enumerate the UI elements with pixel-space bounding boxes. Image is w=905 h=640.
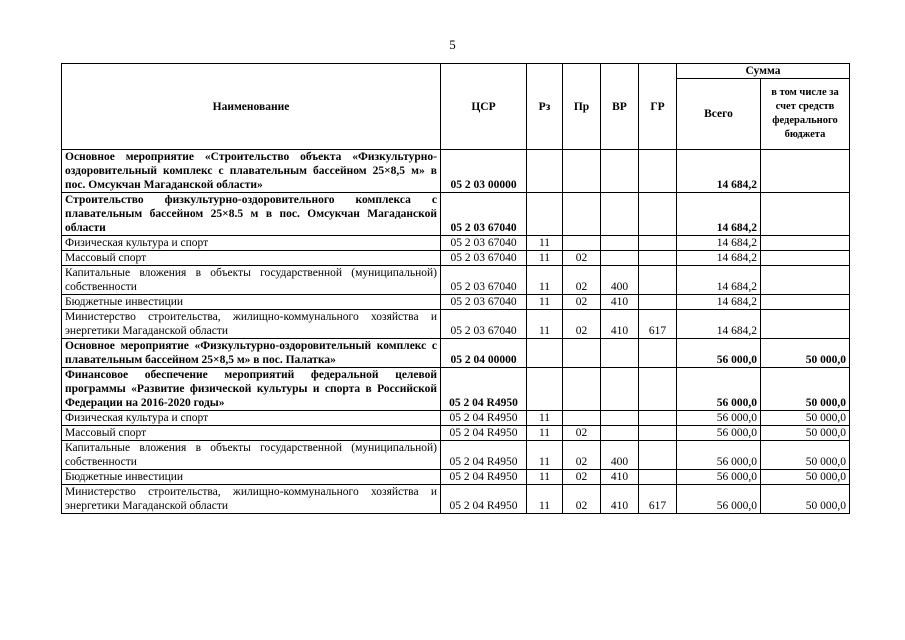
row-federal bbox=[761, 295, 850, 310]
row-name: Основное мероприятие «Строительство объекта «Физкультурно-оздоровительный комплекс с плавательным бассейном 25×8,5 м» в пос. Омсукчан Магаданской области» bbox=[62, 150, 441, 193]
row-total: 56 000,0 bbox=[677, 485, 761, 514]
row-name: Бюджетные инвестиции bbox=[62, 470, 441, 485]
row-csr: 05 2 04 R4950 bbox=[441, 470, 527, 485]
row-pr bbox=[563, 339, 601, 368]
row-gr bbox=[639, 441, 677, 470]
row-csr: 05 2 03 67040 bbox=[441, 193, 527, 236]
budget-table bbox=[61, 63, 850, 514]
row-vr: 400 bbox=[601, 441, 639, 470]
table-row bbox=[62, 426, 850, 441]
row-vr bbox=[601, 339, 639, 368]
row-rz: 11 bbox=[527, 251, 563, 266]
row-total: 14 684,2 bbox=[677, 266, 761, 295]
row-total: 14 684,2 bbox=[677, 236, 761, 251]
row-gr bbox=[639, 368, 677, 411]
row-name: Финансовое обеспечение мероприятий федеральной целевой программы «Развитие физической культуры и спорта в Российской Федерации на 2016-2020 годы» bbox=[62, 368, 441, 411]
row-rz: 11 bbox=[527, 470, 563, 485]
row-csr: 05 2 03 67040 bbox=[441, 310, 527, 339]
row-total: 14 684,2 bbox=[677, 150, 761, 193]
row-vr bbox=[601, 411, 639, 426]
row-total: 56 000,0 bbox=[677, 470, 761, 485]
row-name: Физическая культура и спорт bbox=[62, 411, 441, 426]
row-csr: 05 2 04 R4950 bbox=[441, 441, 527, 470]
row-gr bbox=[639, 236, 677, 251]
header-rz: Рз bbox=[527, 64, 563, 150]
row-pr: 02 bbox=[563, 441, 601, 470]
row-pr bbox=[563, 150, 601, 193]
row-gr bbox=[639, 426, 677, 441]
page-number: 5 bbox=[449, 37, 456, 52]
row-federal: 50 000,0 bbox=[761, 339, 850, 368]
row-federal bbox=[761, 236, 850, 251]
row-federal: 50 000,0 bbox=[761, 485, 850, 514]
header-gr: ГР bbox=[639, 64, 677, 150]
row-name: Физическая культура и спорт bbox=[62, 236, 441, 251]
row-pr: 02 bbox=[563, 310, 601, 339]
table-row bbox=[62, 368, 850, 411]
row-csr: 05 2 04 R4950 bbox=[441, 485, 527, 514]
row-federal: 50 000,0 bbox=[761, 368, 850, 411]
row-federal: 50 000,0 bbox=[761, 426, 850, 441]
row-rz: 11 bbox=[527, 310, 563, 339]
row-rz: 11 bbox=[527, 485, 563, 514]
row-rz: 11 bbox=[527, 426, 563, 441]
table-row bbox=[62, 485, 850, 514]
row-rz: 11 bbox=[527, 441, 563, 470]
row-federal bbox=[761, 193, 850, 236]
row-name: Капитальные вложения в объекты государственной (муниципальной) собственности bbox=[62, 441, 441, 470]
row-name: Министерство строительства, жилищно-коммунального хозяйства и энергетики Магаданской области bbox=[62, 485, 441, 514]
row-gr bbox=[639, 339, 677, 368]
table-row bbox=[62, 251, 850, 266]
row-csr: 05 2 03 00000 bbox=[441, 150, 527, 193]
table-row bbox=[62, 310, 850, 339]
row-pr: 02 bbox=[563, 251, 601, 266]
row-name: Массовый спорт bbox=[62, 251, 441, 266]
row-csr: 05 2 03 67040 bbox=[441, 251, 527, 266]
table-row bbox=[62, 236, 850, 251]
row-csr: 05 2 03 67040 bbox=[441, 295, 527, 310]
row-name: Министерство строительства, жилищно-коммунального хозяйства и энергетики Магаданской области bbox=[62, 310, 441, 339]
header-pr: Пр bbox=[563, 64, 601, 150]
row-rz: 11 bbox=[527, 411, 563, 426]
row-name: Основное мероприятие «Физкультурно-оздоровительный комплекс с плавательным бассейном 25×8,5 м» в пос. Палатка» bbox=[62, 339, 441, 368]
row-total: 56 000,0 bbox=[677, 441, 761, 470]
row-vr: 400 bbox=[601, 266, 639, 295]
row-pr: 02 bbox=[563, 485, 601, 514]
row-name: Строительство физкультурно-оздоровительного комплекса с плавательным бассейном 25×8.5 м в пос. Омсукчан Магаданской области bbox=[62, 193, 441, 236]
row-gr: 617 bbox=[639, 485, 677, 514]
row-total: 14 684,2 bbox=[677, 251, 761, 266]
row-pr bbox=[563, 368, 601, 411]
row-total: 56 000,0 bbox=[677, 339, 761, 368]
row-pr: 02 bbox=[563, 426, 601, 441]
table-row bbox=[62, 441, 850, 470]
row-federal bbox=[761, 310, 850, 339]
row-csr: 05 2 04 R4950 bbox=[441, 368, 527, 411]
row-rz: 11 bbox=[527, 295, 563, 310]
row-federal: 50 000,0 bbox=[761, 441, 850, 470]
row-gr: 617 bbox=[639, 310, 677, 339]
row-csr: 05 2 04 R4950 bbox=[441, 426, 527, 441]
row-gr bbox=[639, 266, 677, 295]
row-gr bbox=[639, 193, 677, 236]
row-csr: 05 2 03 67040 bbox=[441, 236, 527, 251]
header-sum: Сумма bbox=[677, 64, 850, 79]
row-csr: 05 2 03 67040 bbox=[441, 266, 527, 295]
header-total: Всего bbox=[677, 79, 761, 150]
row-csr: 05 2 04 00000 bbox=[441, 339, 527, 368]
row-total: 56 000,0 bbox=[677, 368, 761, 411]
header-csr: ЦСР bbox=[441, 64, 527, 150]
table-row bbox=[62, 411, 850, 426]
row-rz bbox=[527, 339, 563, 368]
header-vr: ВР bbox=[601, 64, 639, 150]
row-federal bbox=[761, 150, 850, 193]
row-rz bbox=[527, 150, 563, 193]
row-rz: 11 bbox=[527, 266, 563, 295]
row-vr bbox=[601, 150, 639, 193]
row-federal: 50 000,0 bbox=[761, 411, 850, 426]
row-total: 56 000,0 bbox=[677, 411, 761, 426]
row-vr bbox=[601, 251, 639, 266]
row-pr bbox=[563, 411, 601, 426]
row-federal: 50 000,0 bbox=[761, 470, 850, 485]
row-pr: 02 bbox=[563, 295, 601, 310]
row-total: 14 684,2 bbox=[677, 193, 761, 236]
table-row bbox=[62, 470, 850, 485]
row-gr bbox=[639, 470, 677, 485]
row-vr bbox=[601, 193, 639, 236]
row-total: 56 000,0 bbox=[677, 426, 761, 441]
row-total: 14 684,2 bbox=[677, 295, 761, 310]
row-rz: 11 bbox=[527, 236, 563, 251]
row-vr bbox=[601, 368, 639, 411]
row-pr: 02 bbox=[563, 266, 601, 295]
table-row bbox=[62, 150, 850, 193]
table-row bbox=[62, 339, 850, 368]
row-federal bbox=[761, 266, 850, 295]
row-pr bbox=[563, 193, 601, 236]
row-name: Бюджетные инвестиции bbox=[62, 295, 441, 310]
row-vr: 410 bbox=[601, 470, 639, 485]
row-vr: 410 bbox=[601, 295, 639, 310]
row-federal bbox=[761, 251, 850, 266]
header-federal: в том числе за счет средств федерального бюджета bbox=[761, 79, 850, 150]
row-pr: 02 bbox=[563, 470, 601, 485]
table-row bbox=[62, 295, 850, 310]
row-vr bbox=[601, 426, 639, 441]
table-header bbox=[62, 64, 850, 150]
row-rz bbox=[527, 193, 563, 236]
table-row bbox=[62, 193, 850, 236]
header-name: Наименование bbox=[62, 64, 441, 150]
row-total: 14 684,2 bbox=[677, 310, 761, 339]
table-body bbox=[62, 150, 850, 514]
table-row bbox=[62, 266, 850, 295]
row-gr bbox=[639, 150, 677, 193]
row-vr: 410 bbox=[601, 485, 639, 514]
row-name: Капитальные вложения в объекты государственной (муниципальной) собственности bbox=[62, 266, 441, 295]
row-vr bbox=[601, 236, 639, 251]
row-pr bbox=[563, 236, 601, 251]
row-gr bbox=[639, 295, 677, 310]
row-csr: 05 2 04 R4950 bbox=[441, 411, 527, 426]
row-vr: 410 bbox=[601, 310, 639, 339]
row-rz bbox=[527, 368, 563, 411]
row-name: Массовый спорт bbox=[62, 426, 441, 441]
row-gr bbox=[639, 251, 677, 266]
row-gr bbox=[639, 411, 677, 426]
